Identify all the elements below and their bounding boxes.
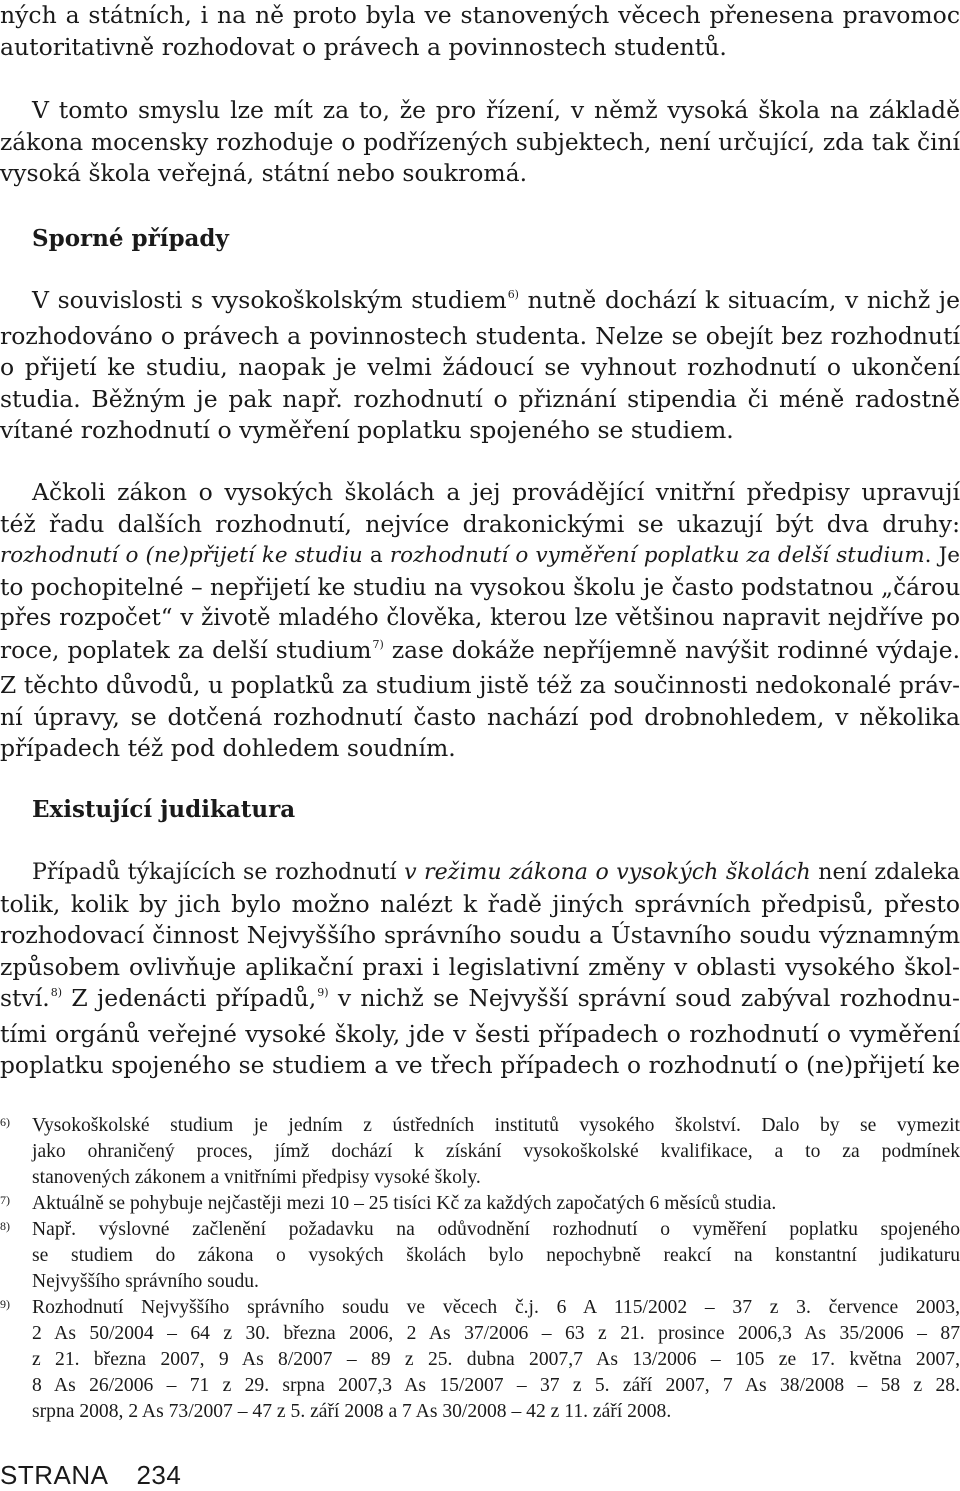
footnote-marker: 9): [0, 1297, 10, 1311]
text-run: Z jedenácti případů,: [62, 984, 317, 1012]
text-run: zase dokáže nepříjemně navýšit rodinné výdaje.: [383, 636, 960, 664]
text-line: rozhodováno o právech a povinnostech studenta. Nelze se obejít bez rozhodnutí: [0, 321, 960, 350]
text-line: rozhodovací činnost Nejvyššího správního soudu a Ústavního soudu významným: [0, 921, 960, 949]
footnote-marker: 8): [0, 1219, 10, 1233]
text-run: není zdaleka: [810, 859, 960, 885]
text-run: v nichž se Nejvyšší správní soud zabýval rozhodnu-: [328, 984, 960, 1012]
text-run: ství.: [0, 984, 50, 1012]
footnote-ref-9[interactable]: 9): [317, 986, 329, 999]
text-line: tími orgánů veřejné vysoké školy, jde v šesti případech o rozhodnutí o vyměření: [0, 1019, 960, 1048]
section-heading-existujici-judikatura: Existující judikatura: [32, 796, 296, 823]
text-line: [0, 857, 960, 889]
footnote-ref-6[interactable]: 6): [507, 288, 519, 301]
text-line: vysoká škola veřejná, státní nebo soukromá.: [0, 159, 528, 187]
footnote-line: stanovených zákonem a vnitřními předpisy vysoké školy.: [32, 1167, 481, 1188]
footnote-line: jako ohraničený proces, jímž dochází k získání vysokoškolské kvalifikace, a to za podmínek: [32, 1141, 960, 1162]
paragraph-4: [0, 857, 960, 1082]
text-run: nutně dochází k situacím, v nichž je: [518, 286, 960, 314]
footnote-marker: 6): [0, 1115, 10, 1129]
text-line: též řadu dalších rozhodnutí, nejvíce drakonickými se ukazují být dva druhy:: [0, 509, 960, 538]
footnote-line: Rozhodnutí Nejvyššího správního soudu ve věcech č.j. 6 A 115/2002 – 37 z 3. července 2003,: [32, 1297, 960, 1318]
footnote-line: 8 As 26/2006 – 71 z 29. srpna 2007,3 As 15/2007 – 37 z 5. září 2007, 7 As 38/2008 – 58 z 28.: [32, 1375, 960, 1396]
page-number: 234: [136, 1460, 182, 1490]
text-line: [0, 983, 960, 1019]
italic-term: v režimu zákona o vysokých školách: [404, 859, 811, 885]
footnote-8: [0, 1217, 960, 1295]
paragraph-2: [0, 285, 960, 447]
text-line: tolik, kolik by jich bylo možno nalézt k řadě jiných správních předpisů, přesto: [0, 889, 960, 918]
text-run: a: [362, 543, 390, 568]
footnote-line: se studiem do zákona o vysokých školách bylo nepochybně reakcí na konstantní judikaturu: [32, 1245, 960, 1266]
text-line: autoritativně rozhodovat o právech a povinnostech studentů.: [0, 32, 727, 61]
text-line: to pochopitelné – nepřijetí ke studiu na vysokou školu je často podstatnou „čárou: [0, 573, 960, 601]
text-line: zákona mocensky rozhoduje o podřízených subjektech, není určující, zda tak činí: [0, 128, 960, 156]
text-line: Ačkoli zákon o vysokých školách a jej provádějící vnitřní předpisy upravují: [32, 478, 960, 506]
text-line: způsobem ovlivňuje aplikační praxi i legislativní změny v oblasti vysokého škol-: [0, 952, 960, 981]
text-line: Z těchto důvodů, u poplatků za studium jistě též za součinnosti nedokonalé práv-: [0, 672, 960, 699]
text-line: [0, 285, 960, 321]
text-line: V tomto smyslu lze mít za to, že pro řízení, v němž vysoká škola na základě: [32, 96, 960, 124]
footnote-line: srpna 2008, 2 As 73/2007 – 47 z 5. září 2008 a 7 As 30/2008 – 42 z 11. září 2008.: [32, 1401, 672, 1422]
text-line: ní úpravy, se dotčená rozhodnutí často nachází pod drobnohledem, v několika: [0, 702, 960, 731]
text-line: studia. Běžným je pak např. rozhodnutí o přiznání stipendia či méně radostně: [0, 384, 960, 413]
paragraph-3: [0, 477, 960, 765]
text-line: vítané rozhodnutí o vyměření poplatku spojeného se studiem.: [0, 416, 734, 444]
italic-term: rozhodnutí o (ne)přijetí ke studiu: [0, 543, 363, 568]
text-run: Případů týkajících se rozhodnutí: [32, 859, 405, 885]
text-line: přes rozpočet“ v životě mladého člověka, kterou lze většinou napravit nejdříve po: [0, 605, 960, 631]
text-line: [0, 635, 960, 671]
text-line: poplatku spojeného se studiem a ve třech případech o rozhodnutí o (ne)přijetí ke: [0, 1052, 960, 1079]
page-footer: [0, 1460, 181, 1490]
footnote-6: [0, 1113, 960, 1191]
footnote-line: Vysokoškolské studium je jedním z ústředních institutů vysokého školství. Dalo by se vymezit: [32, 1115, 960, 1136]
text-line: ných a státních, i na ně proto byla ve stanovených věcech přenesena pravomoc: [0, 1, 960, 29]
footnote-line: 2 As 50/2004 – 64 z 30. března 2006, 2 As 37/2006 – 63 z 21. prosince 2006,3 As 35/2006 – 87: [32, 1323, 960, 1344]
text-run: . Je: [924, 543, 960, 568]
footnote-ref-7[interactable]: 7): [372, 637, 384, 651]
footnote-line: Nejvyššího správního soudu.: [32, 1271, 259, 1292]
footnote-7: [0, 1191, 960, 1217]
text-line: [0, 540, 960, 572]
footer-label: STRANA: [0, 1460, 109, 1490]
text-line: případech též pod dohledem soudním.: [0, 734, 456, 762]
footnote-ref-8[interactable]: 8): [50, 986, 63, 999]
footnotes: [0, 1113, 960, 1425]
paragraph-1: [0, 95, 960, 190]
section-heading-sporne-pripady: Sporné případy: [32, 225, 229, 252]
footnote-line: Např. výslovné začlenění požadavku na odůvodnění rozhodnutí o vyměření poplatku spojeného: [32, 1219, 960, 1240]
footnote-9: [0, 1295, 960, 1425]
footnote-line: z 21. března 2007, 9 As 8/2007 – 89 z 25. dubna 2007,7 As 13/2006 – 105 ze 17. května 2007,: [32, 1349, 960, 1370]
italic-term: rozhodnutí o vyměření poplatku za delší studium: [389, 543, 925, 568]
text-line: o přijetí ke studiu, naopak je velmi žádoucí se vyhnout rozhodnutí o ukončení: [0, 353, 960, 381]
footnote-line: Aktuálně se pohybuje nejčastěji mezi 10 – 25 tisíci Kč za každých započatých 6 měsíců studia.: [32, 1193, 777, 1214]
footnote-marker: 7): [0, 1193, 10, 1207]
text-run: roce, poplatek za delší studium: [0, 636, 372, 664]
intro-paragraph: [0, 0, 960, 63]
text-run: V souvislosti s vysokoškolským studiem: [32, 286, 507, 314]
